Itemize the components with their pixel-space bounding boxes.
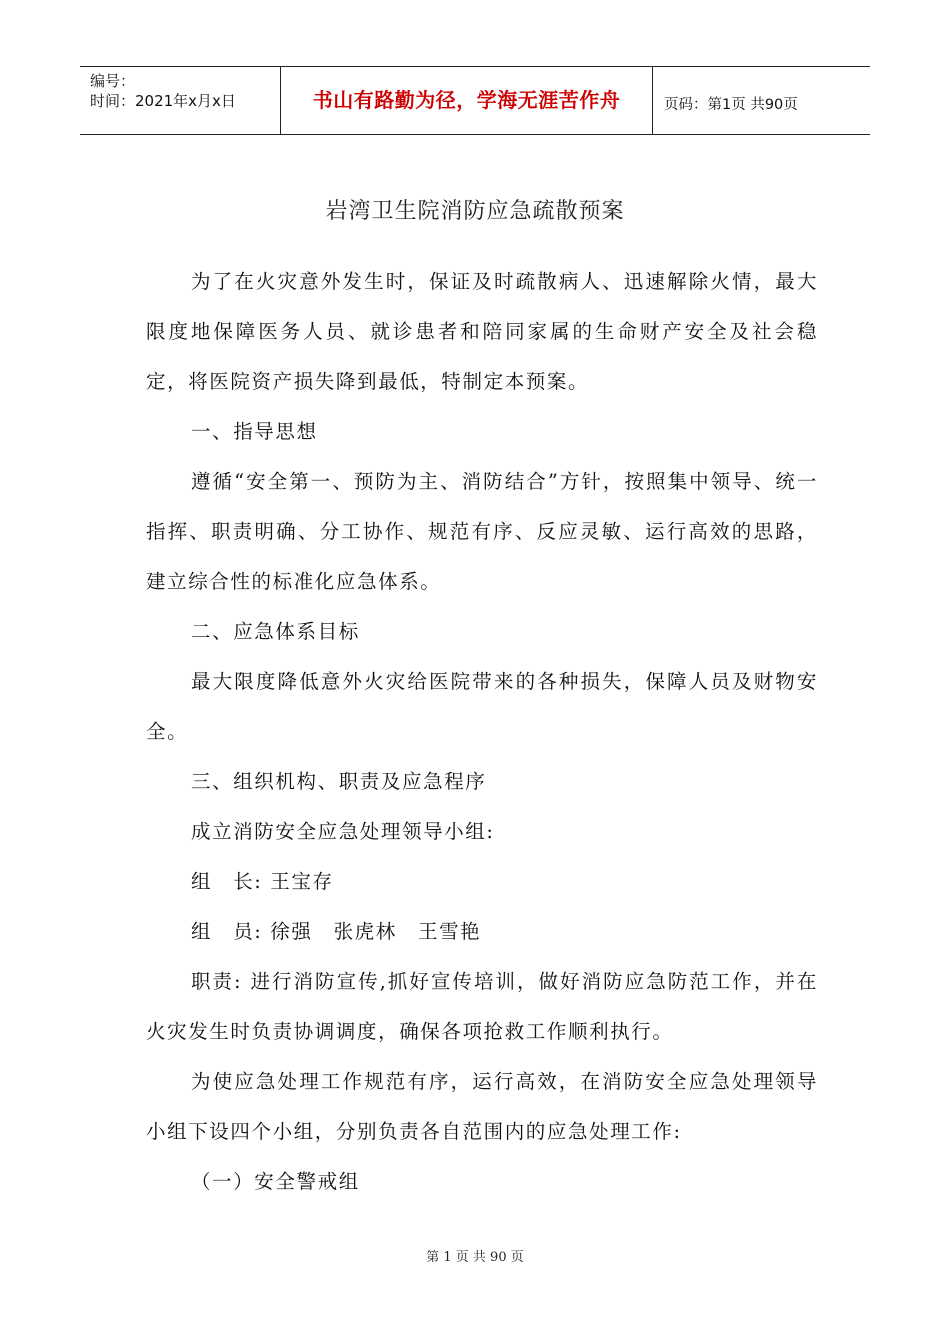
- header-bottom-rule: [80, 134, 870, 135]
- section-heading-organization: 三、组织机构、职责及应急程序: [191, 770, 487, 793]
- header-top-rule: [80, 66, 870, 67]
- system-goal-paragraph: 最大限度降低意外火灾给医院带来的各种损失，保障人员及财物安全。: [146, 670, 818, 743]
- group-leader-line: 组 长: 王宝存: [191, 870, 334, 893]
- document-title: 岩湾卫生院消防应急疏散预案: [325, 199, 625, 224]
- section-heading-guiding-ideology: 一、指导思想: [191, 420, 318, 443]
- header-divider-right: [652, 66, 653, 135]
- responsibilities-paragraph: 职责: 进行消防宣传,抓好宣传培训，做好消防应急防范工作，并在火灾发生时负责协调调度，确保各项抢救工作顺利执行。: [146, 970, 818, 1043]
- subgroups-paragraph: 为使应急处理工作规范有序，运行高效，在消防安全应急处理领导小组下设四个小组，分别负责各自范围内的应急处理工作:: [146, 1070, 818, 1143]
- header-page-info: 页码：第1页 共90页: [664, 97, 798, 113]
- group-members-line: 组 员: 徐强 张虎林 王雪艳: [191, 920, 482, 943]
- section-heading-system-goal: 二、应急体系目标: [191, 620, 360, 643]
- intro-paragraph: 为了在火灾意外发生时，保证及时疏散病人、迅速解除火情，最大限度地保障医务人员、就诊患者和陪同家属的生命财产安全及社会稳定，将医院资产损失降到最低，特制定本预案。: [146, 270, 818, 393]
- header-motto: 书山有路勤为径，学海无涯苦作舟: [312, 88, 621, 112]
- document-number-label: 编号：: [90, 72, 136, 90]
- leadership-group-line: 成立消防安全应急处理领导小组:: [191, 820, 495, 843]
- document-date-label: 时间：2021年x月x日: [90, 92, 236, 110]
- guiding-ideology-paragraph: 遵循“安全第一、预防为主、消防结合”方针，按照集中领导、统一指挥、职责明确、分工协作、规范有序、反应灵敏、运行高效的思路，建立综合性的标准化应急体系。: [146, 470, 818, 593]
- header-meta: [90, 71, 276, 111]
- subsection-heading-security-guard: （一）安全警戒组: [191, 1170, 360, 1193]
- document-body: [146, 257, 818, 1207]
- page-footer: 第 1 页 共 90 页: [426, 1250, 524, 1265]
